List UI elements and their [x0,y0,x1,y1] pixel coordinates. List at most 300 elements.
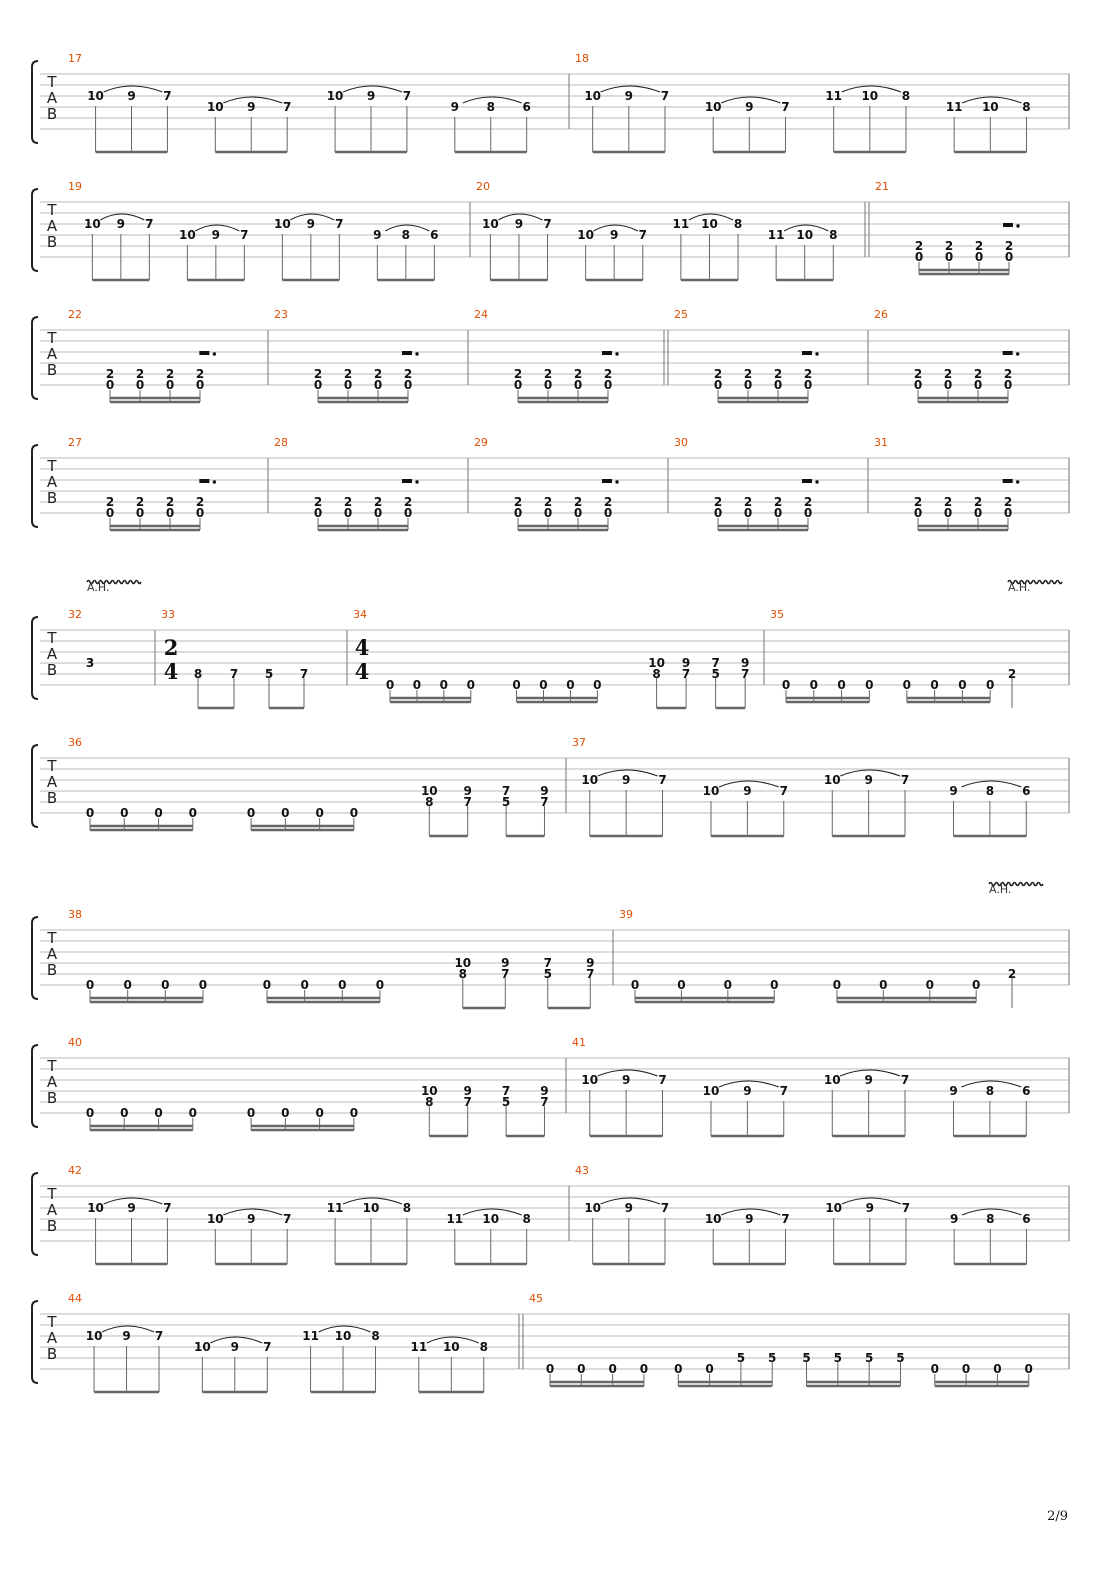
fret-number: 8 [425,1095,434,1109]
half-rest [602,351,612,355]
measure-number: 22 [68,308,82,321]
measure-number: 33 [161,608,175,621]
fret-number: 2 [713,367,723,381]
rest-dot [415,480,418,483]
fret-number: 2 [105,367,115,381]
fret-number: 9 [621,773,631,787]
fret-number: 7 [501,967,510,981]
fret-number: 9 [116,217,126,231]
fret-number: 9 [624,89,633,103]
fret-number: 0 [543,378,553,392]
fret-number: 2 [773,495,783,509]
fret-number: 2 [195,495,205,509]
fret-number: 10 [482,1212,500,1226]
fret-number: 5 [896,1351,905,1365]
fret-number: 0 [105,378,115,392]
fret-number: 11 [326,1201,344,1215]
fret-number: 7 [658,773,667,787]
fret-number: 2 [105,495,115,509]
fret-number: 0 [512,678,521,692]
measure-number: 42 [68,1164,82,1177]
fret-number: 7 [660,1201,670,1215]
tab-clef-letter: B [46,233,58,251]
fret-number: 0 [373,378,383,392]
time-signature-top: 2 [163,635,179,660]
fret-number: 10 [454,956,472,970]
fret-number: 2 [403,367,413,381]
measure-number: 20 [476,180,490,193]
fret-number: 8 [901,89,911,103]
fret-number: 6 [430,228,439,242]
fret-number: 10 [648,656,665,670]
fret-number: 0 [161,978,170,992]
tab-clef-letter: B [46,1089,58,1107]
fret-number: 7 [681,667,691,681]
fret-number: 7 [781,100,790,114]
measure-number: 23 [274,308,288,321]
fret-number: 2 [1003,495,1013,509]
fret-number: 0 [373,506,383,520]
fret-number: 8 [486,100,495,114]
fret-number: 0 [958,678,967,692]
tab-clef-letter: B [46,961,58,979]
measure-number: 21 [875,180,889,193]
fret-number: 6 [1022,1212,1031,1226]
fret-number: 10 [796,228,814,242]
fret-number: 7 [586,967,595,981]
fret-number: 2 [913,367,923,381]
fret-number: 8 [986,1212,995,1226]
tab-clef-letter: T [47,73,57,91]
fret-number: 9 [540,1084,549,1098]
fret-number: 7 [638,228,647,242]
fret-number: 9 [306,217,316,231]
fret-number: 0 [338,978,347,992]
tab-clef-letter: T [47,929,57,947]
fret-number: 10 [702,784,720,798]
measure-number: 27 [68,436,82,449]
fret-number: 9 [366,89,376,103]
fret-number: 0 [1024,1362,1033,1376]
fret-number: 0 [865,678,874,692]
fret-number: 0 [913,506,923,520]
measure-number: 31 [874,436,888,449]
measure-number: 28 [274,436,288,449]
time-signature-top: 4 [354,635,370,660]
tab-clef-letter: B [46,789,58,807]
fret-number: 7 [240,228,249,242]
fret-number: 8 [985,784,995,798]
fret-number: 0 [902,678,912,692]
staff-bracket [32,1045,38,1127]
fret-number: 2 [373,495,383,509]
rest-dot [1016,480,1019,483]
fret-number: 0 [412,678,422,692]
fret-number: 9 [127,89,136,103]
staff-bracket [32,61,38,143]
tab-clef-letter: A [46,1201,58,1219]
fret-number: 0 [403,378,413,392]
fret-number: 10 [581,1073,599,1087]
rest-dot [615,352,618,355]
fret-number: 8 [193,667,203,681]
fret-number: 2 [1003,367,1013,381]
fret-number: 7 [229,667,239,681]
fret-number: 2 [1007,967,1017,981]
fret-number: 7 [658,1073,667,1087]
fret-number: 0 [315,806,324,820]
fret-number: 0 [577,1362,586,1376]
fret-number: 10 [584,1201,602,1215]
fret-number: 10 [581,773,599,787]
half-rest [402,479,412,483]
fret-number: 9 [745,1212,754,1226]
fret-number: 0 [974,250,984,264]
fret-number: 7 [779,1084,788,1098]
artificial-harmonic-label: A.H. [87,581,110,594]
fret-number: 0 [603,506,613,520]
rest-dot [1016,224,1019,227]
fret-number: 2 [343,367,353,381]
tab-clef-letter: A [46,1329,58,1347]
fret-number: 0 [639,1362,649,1376]
fret-number: 2 [165,367,175,381]
fret-number: 0 [930,1362,939,1376]
staff-bracket [32,617,38,699]
fret-number: 9 [514,217,524,231]
tab-clef-letter: T [47,329,57,347]
fret-number: 6 [1022,784,1031,798]
fret-number: 2 [803,495,813,509]
fret-number: 0 [985,678,995,692]
fret-number: 5 [264,667,274,681]
fret-number: 0 [246,806,256,820]
tab-clef-letter: A [46,773,58,791]
fret-number: 10 [701,217,718,231]
fret-number: 7 [740,667,750,681]
fret-number: 9 [949,1212,959,1226]
fret-number: 10 [442,1340,460,1354]
fret-number: 9 [743,784,752,798]
fret-number: 10 [206,100,224,114]
tab-clef-letter: B [46,661,58,679]
fret-number: 2 [135,495,145,509]
fret-number: 9 [949,784,958,798]
fret-number: 2 [373,367,383,381]
measure-number: 18 [575,52,589,65]
fret-number: 7 [781,1212,790,1226]
fret-number: 2 [313,495,323,509]
measure-number: 40 [68,1036,82,1049]
fret-number: 0 [944,250,954,264]
fret-number: 10 [362,1201,380,1215]
fret-number: 9 [501,956,510,970]
fret-number: 0 [972,978,981,992]
fret-number: 0 [85,978,95,992]
fret-number: 2 [743,495,753,509]
rest-dot [615,480,618,483]
fret-number: 10 [577,228,594,242]
measure-number: 30 [674,436,688,449]
fret-number: 2 [914,239,924,253]
fret-number: 9 [743,1084,752,1098]
fret-number: 2 [343,495,353,509]
measure-number: 39 [619,908,633,921]
fret-number: 2 [543,367,553,381]
fret-number: 0 [466,678,475,692]
measure-number: 36 [68,736,82,749]
fret-number: 10 [334,1329,352,1343]
tab-clef-letter: T [47,1313,57,1331]
fret-number: 0 [803,506,813,520]
tab-clef-letter: T [47,1057,57,1075]
fret-number: 11 [672,217,690,231]
measure-number: 24 [474,308,488,321]
fret-number: 0 [674,1362,683,1376]
tab-clef-letter: T [47,201,57,219]
fret-number: 9 [122,1329,131,1343]
fret-number: 5 [543,967,552,981]
fret-number: 0 [743,378,753,392]
fret-number: 7 [540,795,549,809]
fret-number: 0 [188,1106,197,1120]
fret-number: 0 [120,1106,129,1120]
fret-number: 0 [349,1106,359,1120]
fret-number: 2 [313,367,323,381]
fret-number: 2 [543,495,553,509]
fret-number: 2 [973,367,983,381]
fret-number: 7 [543,956,552,970]
fret-number: 0 [803,378,813,392]
fret-number: 0 [343,506,353,520]
fret-number: 0 [375,978,385,992]
rest-dot [415,352,418,355]
tab-clef-letter: T [47,629,57,647]
fret-number: 2 [573,367,583,381]
fret-number: 7 [145,217,154,231]
fret-number: 9 [463,1084,472,1098]
fret-number: 2 [603,495,613,509]
fret-number: 0 [85,806,95,820]
fret-number: 7 [282,100,292,114]
fret-number: 0 [439,678,449,692]
fret-number: 0 [246,1106,256,1120]
fret-number: 0 [993,1362,1002,1376]
fret-number: 0 [513,378,523,392]
fret-number: 10 [584,89,602,103]
fret-number: 0 [403,506,413,520]
page-number: 2/9 [1047,1509,1068,1524]
fret-number: 9 [247,1212,256,1226]
fret-number: 0 [313,506,323,520]
fret-number: 0 [513,506,523,520]
fret-number: 2 [713,495,723,509]
staff-bracket [32,1173,38,1255]
fret-number: 10 [704,1212,722,1226]
fret-number: 0 [349,806,359,820]
fret-number: 2 [403,495,413,509]
fret-number: 0 [973,506,983,520]
fret-number: 5 [802,1351,811,1365]
fret-number: 2 [1004,239,1014,253]
fret-number: 0 [832,978,842,992]
fret-number: 5 [864,1351,874,1365]
fret-number: 0 [281,1106,290,1120]
fret-number: 8 [985,1084,995,1098]
fret-number: 7 [900,773,910,787]
fret-number: 11 [302,1329,319,1343]
fret-number: 7 [779,784,788,798]
measure-number: 29 [474,436,488,449]
fret-number: 0 [713,378,723,392]
fret-number: 8 [402,1201,412,1215]
tab-clef-letter: T [47,757,57,775]
tab-clef-letter: T [47,457,57,475]
fret-number: 7 [163,89,172,103]
fret-number: 0 [123,978,132,992]
fret-number: 10 [87,1201,104,1215]
tab-clef-letter: T [47,1185,57,1203]
fret-number: 0 [1003,378,1013,392]
fret-number: 0 [154,1106,163,1120]
artificial-harmonic-label: A.H. [1008,581,1031,594]
fret-number: 0 [925,978,934,992]
fret-number: 2 [974,239,984,253]
fret-number: 2 [803,367,813,381]
fret-number: 10 [825,1201,843,1215]
fret-number: 0 [385,678,395,692]
measure-number: 26 [874,308,888,321]
staff-bracket [32,445,38,527]
fret-number: 0 [154,806,163,820]
measure-number: 19 [68,180,82,193]
staff-bracket [32,745,38,827]
fret-number: 2 [944,239,954,253]
fret-number: 0 [943,506,953,520]
fret-number: 3 [85,656,95,670]
rest-dot [1016,352,1019,355]
fret-number: 2 [165,495,175,509]
fret-number: 0 [195,506,205,520]
fret-number: 0 [315,1106,324,1120]
fret-number: 0 [773,506,783,520]
fret-number: 0 [313,378,323,392]
fret-number: 10 [482,217,499,231]
fret-number: 0 [593,678,602,692]
half-rest [802,351,812,355]
fret-number: 5 [501,795,511,809]
artificial-harmonic-label: A.H. [989,883,1012,896]
fret-number: 0 [809,678,818,692]
half-rest [1003,351,1013,355]
fret-number: 7 [543,217,552,231]
tab-clef-letter: A [46,945,58,963]
fret-number: 0 [300,978,309,992]
fret-number: 0 [165,506,175,520]
fret-number: 2 [913,495,923,509]
fret-number: 0 [705,1362,714,1376]
fret-number: 10 [206,1212,224,1226]
fret-number: 9 [621,1073,631,1087]
fret-number: 2 [195,367,205,381]
fret-number: 0 [930,678,939,692]
fret-number: 10 [420,784,438,798]
fret-number: 0 [914,250,924,264]
tab-clef-letter: A [46,89,58,107]
fret-number: 7 [402,89,412,103]
tab-clef-letter: B [46,105,58,123]
fret-number: 0 [713,506,723,520]
fret-number: 9 [373,228,382,242]
fret-number: 0 [262,978,272,992]
fret-number: 0 [630,978,640,992]
fret-number: 7 [540,1095,549,1109]
rest-dot [213,480,216,483]
tab-clef-letter: A [46,1073,58,1091]
fret-number: 9 [740,656,750,670]
fret-number: 0 [1003,506,1013,520]
fret-number: 7 [501,1084,511,1098]
fret-number: 0 [188,806,197,820]
fret-number: 9 [624,1201,633,1215]
measure-number: 25 [674,308,688,321]
tab-clef-letter: A [46,645,58,663]
fret-number: 10 [823,1073,841,1087]
fret-number: 7 [711,656,720,670]
fret-number: 7 [660,89,670,103]
fret-number: 9 [865,1201,874,1215]
fret-number: 7 [501,784,511,798]
half-rest [802,479,812,483]
half-rest [602,479,612,483]
fret-number: 10 [823,773,841,787]
measure-number: 38 [68,908,82,921]
fret-number: 10 [85,1329,103,1343]
fret-number: 5 [736,1351,746,1365]
tab-clef-letter: A [46,217,58,235]
fret-number: 11 [945,100,963,114]
staff-bracket [32,317,38,399]
fret-number: 2 [743,367,753,381]
fret-number: 7 [463,1095,472,1109]
fret-number: 6 [522,100,531,114]
time-signature-bottom: 4 [354,659,370,684]
half-rest [1003,479,1013,483]
fret-number: 2 [513,367,523,381]
fret-number: 0 [343,378,353,392]
staff-bracket [32,1301,38,1383]
fret-number: 10 [273,217,291,231]
fret-number: 0 [603,378,613,392]
fret-number: 0 [743,506,753,520]
fret-number: 0 [677,978,686,992]
fret-number: 9 [247,100,256,114]
fret-number: 0 [198,978,208,992]
fret-number: 2 [135,367,145,381]
fret-number: 9 [745,100,754,114]
fret-number: 5 [501,1095,511,1109]
half-rest [1003,223,1013,227]
tab-clef-letter: B [46,1345,58,1363]
fret-number: 5 [711,667,720,681]
fret-number: 5 [833,1351,843,1365]
fret-number: 0 [85,1106,95,1120]
fret-number: 10 [178,228,196,242]
fret-number: 6 [1022,1084,1031,1098]
fret-number: 0 [195,378,205,392]
fret-number: 0 [770,978,779,992]
fret-number: 0 [281,806,290,820]
